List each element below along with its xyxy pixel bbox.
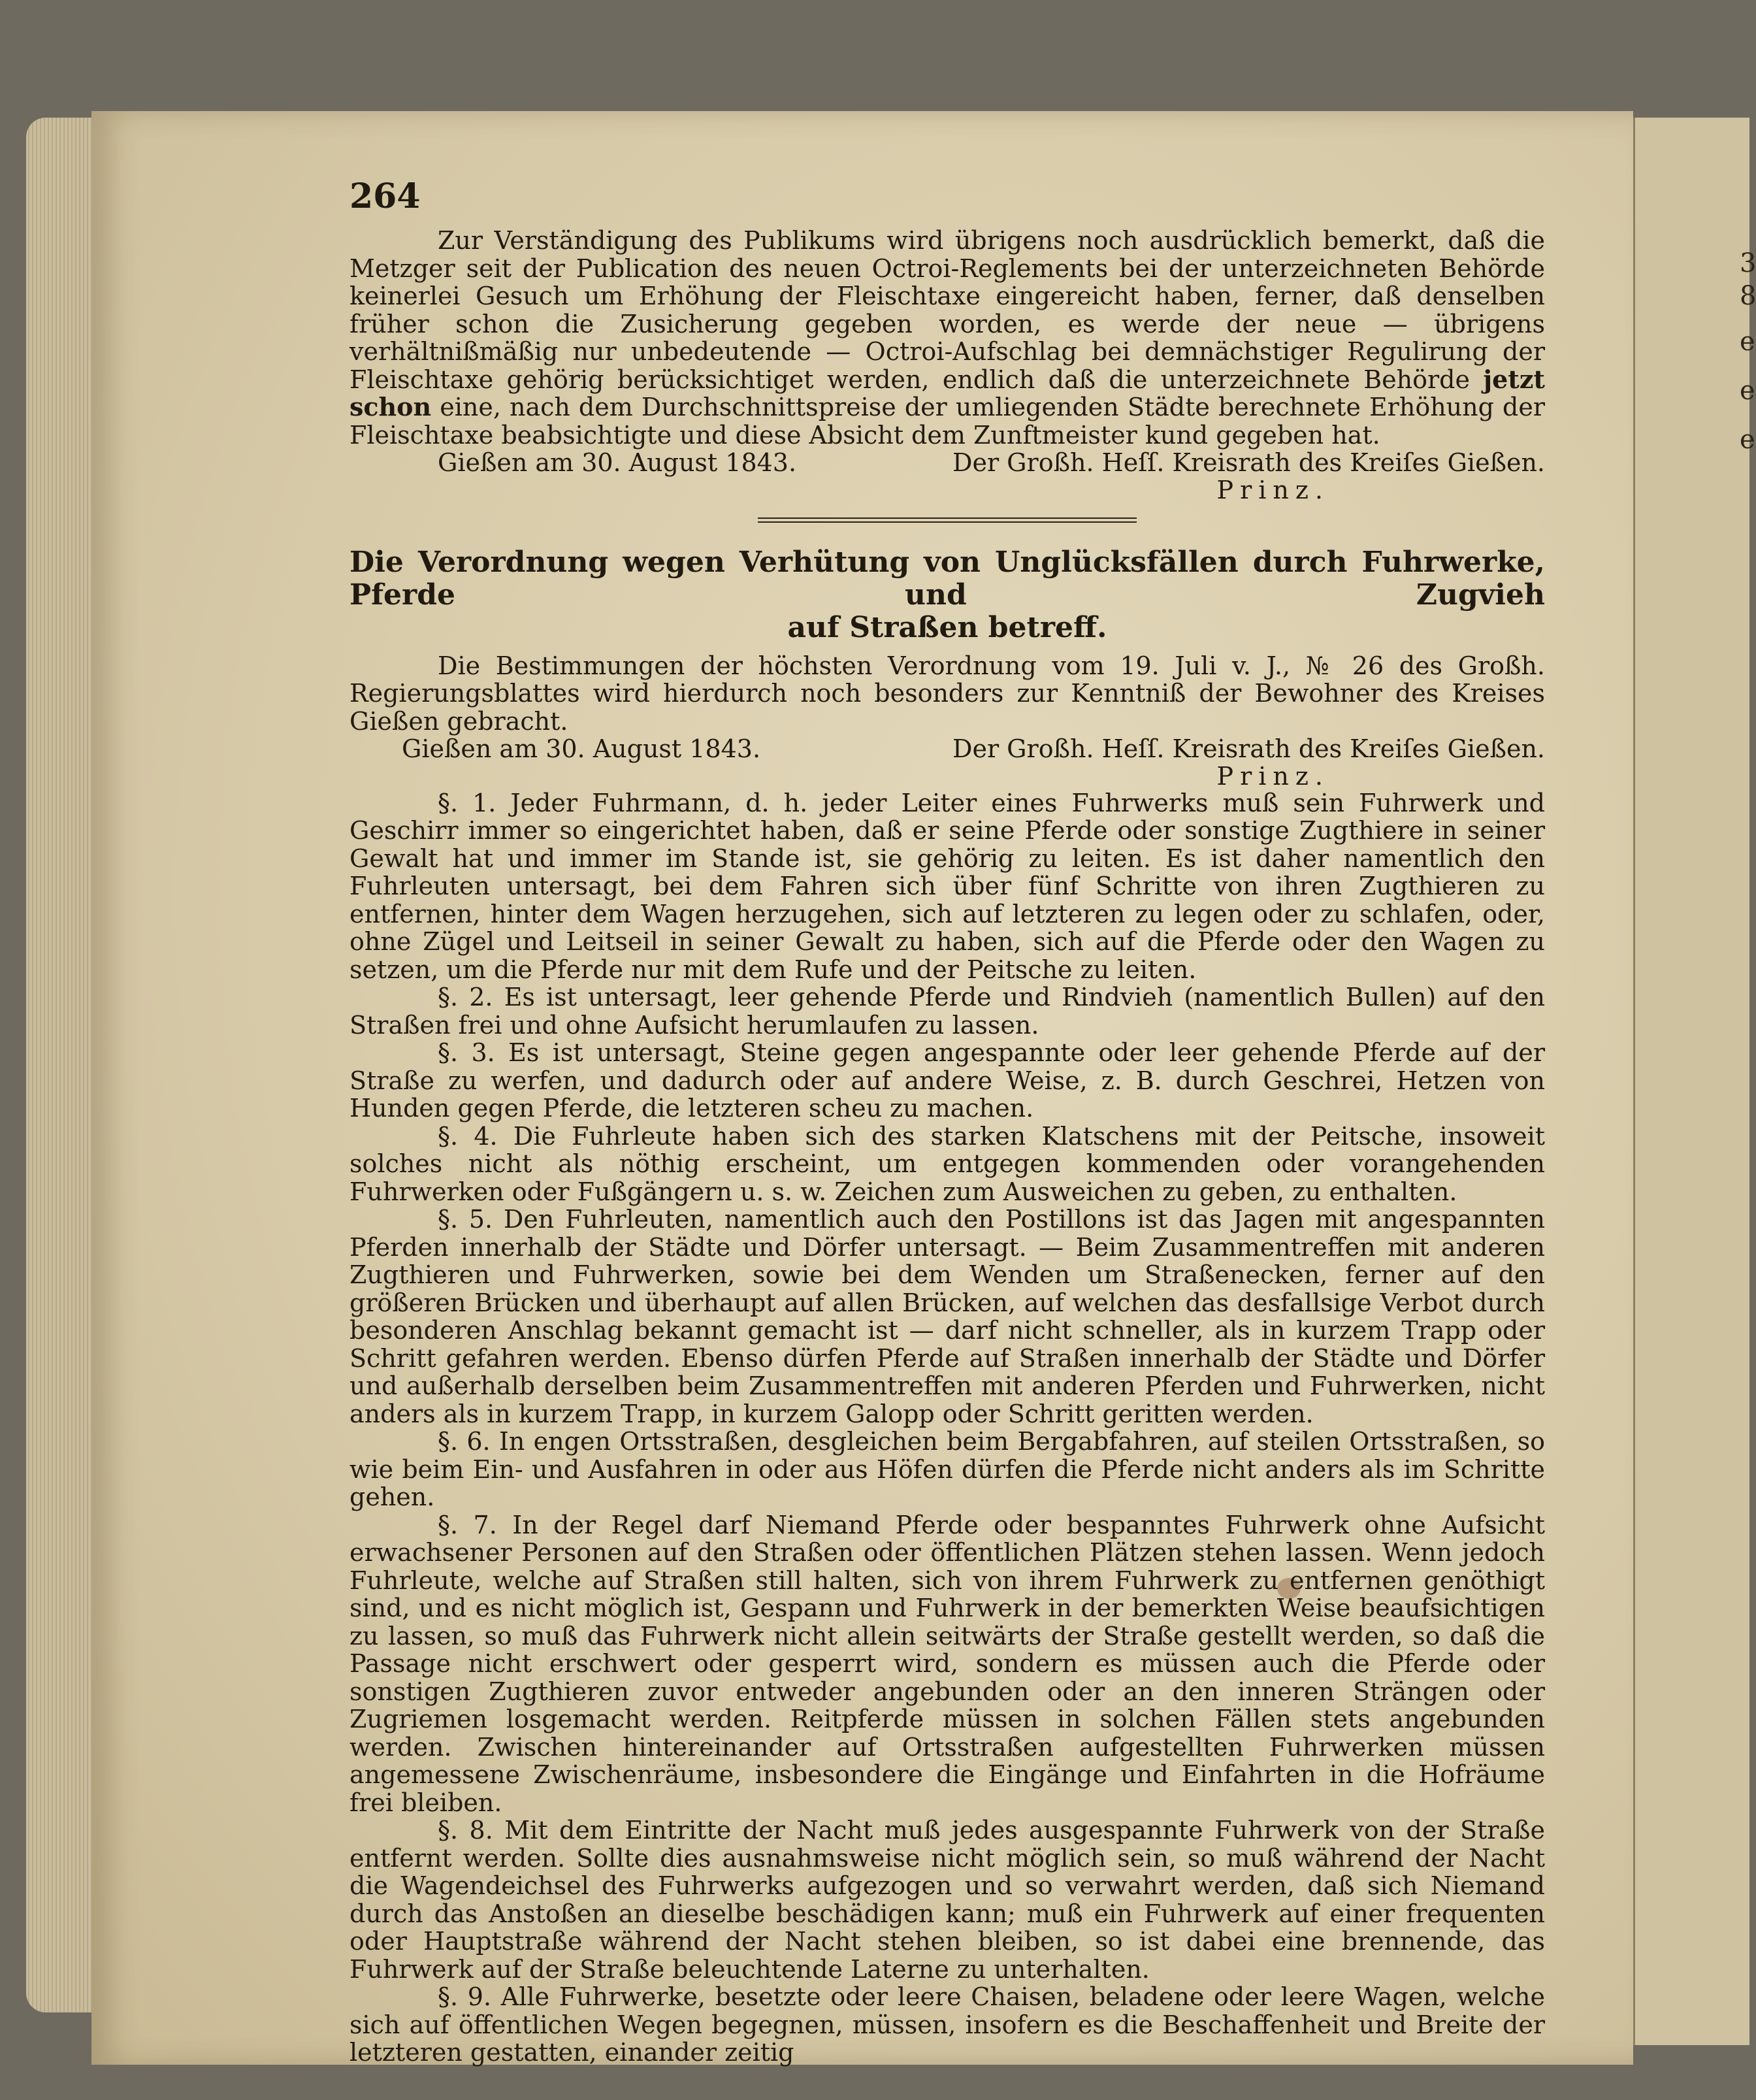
page-content <box>350 176 1545 2067</box>
page-number: 264 <box>350 176 421 216</box>
notice1-place-date: Gießen am 30. August 1843. <box>438 448 797 477</box>
paragraph-5: §. 5. Den Fuhrleuten, namentlich auch den Postillons ist das Jagen mit angespannten Pferden innerhalb der Städte und Dörfer untersagt. — Beim Zusammentreffen mit anderen Zugthieren und Fuhrwerken, sowie bei dem Wenden um Straßenecken, ferner auf den größeren Brücken und überhaupt auf allen Brücken, auf welchen das desfallsige Verbot durch besonderen Anschlag bekannt gemacht ist — darf nicht schneller, als in kurzem Trapp oder Schritt gefahren werden. Ebenso dürfen Pferde auf Straßen innerhalb der Städte und Dörfer und außerhalb derselben beim Zusammentreffen mit anderen Pferden und Fuhrwerken, nicht anders als in kurzem Trapp, in kurzem Galopp oder Schritt geritten werden. <box>350 1205 1545 1428</box>
adjacent-page-fragment: e <box>1740 425 1755 455</box>
paragraph-8: §. 8. Mit dem Eintritte der Nacht muß jedes ausgespannte Fuhrwerk von der Straße entfernt werden. Sollte dies ausnahmsweise nicht möglich sein, so muß während der Nacht die Wagendeichsel des Fuhrwerks aufgezogen und so verwahrt werden, daß sich Niemand durch das Anstoßen an dieselbe beschädigen kann; muß ein Fuhrwerk auf einer frequenten oder Hauptstraße während der Nacht stehen bleiben, so ist dabei eine brennende, das Fuhrwerk auf der Straße beleuchtende Laterne zu unterhalten. <box>350 1816 1545 1984</box>
paragraph-6: §. 6. In engen Ortsstraßen, desgleichen beim Bergabfahren, auf steilen Ortsstraßen, so wie beim Ein- und Ausfahren in oder aus Höfen dürfen die Pferde nicht anders als im Schritte gehen. <box>350 1427 1545 1511</box>
notice1-signline <box>350 449 1545 477</box>
notice2-authority: Der Großh. Heſſ. Kreisrath des Kreiſes Gießen. <box>952 734 1545 763</box>
adjacent-page-edge <box>1633 118 1756 2045</box>
paragraph-7: §. 7. In der Regel darf Niemand Pferde oder bespanntes Fuhrwerk ohne Aufsicht erwachsener Personen auf den Straßen oder öffentlichen Plätzen stehen lassen. Wenn jedoch Fuhrleute, welche auf Straßen still halten, sich von ihrem Fuhrwerk zu entfernen genöthigt sind, und es nicht möglich ist, Gespann und Fuhrwerk in der bemerkten Weise beaufsichtigen zu lassen, so muß das Fuhrwerk nicht allein seitwärts der Straße gestellt werden, so daß die Passage nicht erschwert oder gesperrt wird, sondern es müssen auch die Pferde oder sonstigen Zugthieren zuvor entweder angebunden oder an den inneren Strängen oder Zugriemen losgemacht werden. Reitpferde müssen in solchen Fällen stets angebunden werden. Zwischen hintereinander auf Ortsstraßen aufgestellten Fuhrwerken müssen angemessene Zwischenräume, insbesondere die Eingänge und Einfahrten in die Hofräume frei bleiben. <box>350 1510 1545 1817</box>
adjacent-page-fragment: 3 <box>1740 248 1756 278</box>
adjacent-page-fragment: e <box>1740 376 1755 406</box>
adjacent-page-fragment: 8 <box>1740 281 1756 311</box>
notice2-signline <box>350 735 1545 763</box>
notice1-text-after: eine, nach dem Durchschnittspreise der umliegenden Städte berechnete Erhöhung der Fleischtaxe beabsichtigte und diese Absicht dem Zunftmeister kund gegeben hat. <box>350 393 1545 450</box>
adjacent-page-fragment: e <box>1740 327 1755 357</box>
notice1-text-before: Zur Verständigung des Publikums wird übrigens noch ausdrücklich bemerkt, daß die Metzger seit der Publication des neuen Octroi-Reglements bei der unterzeichneten Behörde keinerlei Gesuch um Erhöhung der Fleischtaxe eingereicht haben, ferner, daß denselben früher schon die Zusicherung gegeben worden, es werde der neue — übrigens verhältnißmäßig nur unbedeutende — Octroi-Aufschlag bei demnächstiger Regulirung der Fleischtaxe gehörig berücksichtiget werden, endlich daß die unterzeichnete Behörde <box>350 226 1545 394</box>
paragraph-3: §. 3. Es ist untersagt, Steine gegen angespannte oder leer gehende Pferde auf der Straße zu werfen, und dadurch oder auf andere Weise, z. B. durch Geschrei, Hetzen von Hunden gegen Pferde, die letzteren scheu zu machen. <box>350 1038 1545 1123</box>
notice2-heading <box>350 546 1545 644</box>
notice2-place-date: Gießen am 30. August 1843. <box>402 734 761 763</box>
notice2-heading-line1: Die Verordnung wegen Verhütung von Unglücksfällen durch Fuhrwerke, Pferde und Zugvieh <box>350 545 1545 612</box>
notice2-heading-line2: auf Straßen betreff. <box>787 610 1107 644</box>
notice1-authority: Der Großh. Heſſ. Kreisrath des Kreiſes Gießen. <box>952 448 1545 477</box>
section-divider <box>758 517 1137 523</box>
paragraph-1: §. 1. Jeder Fuhrmann, d. h. jeder Leiter eines Fuhrwerks muß sein Fuhrwerk und Geschirr immer so eingerichtet haben, daß er seine Pferde oder sonstige Zugthiere in seiner Gewalt hat und immer im Stande ist, sie gehörig zu leiten. Es ist daher namentlich den Fuhrleuten untersagt, bei dem Fahren sich über fünf Schritte von ihren Zugthieren zu entfernen, hinter dem Wagen herzugehen, sich auf letzteren zu legen oder zu schlafen, oder, ohne Zügel und Leitseil in seiner Gewalt zu haben, sich auf die Pferde oder den Wagen zu setzen, um die Pferde nur mit dem Rufe und der Peitsche zu leiten. <box>350 788 1545 984</box>
notice1-emphasis: jetzt schon <box>350 364 1545 421</box>
notice2-intro: Die Bestimmungen der höchsten Verordnung vom 19. Juli v. J., № 26 des Großh. Regierungsblattes wird hierdurch noch besonders zur Kenntniß der Bewohner des Kreises Gießen gebracht. <box>350 651 1545 736</box>
notice1-signature: Prinz. <box>1216 475 1329 504</box>
paragraph-9: §. 9. Alle Fuhrwerke, besetzte oder leere Chaisen, beladene oder leere Wagen, welche sich auf öffentlichen Wegen begegnen, müssen, insofern es die Beschaffenheit und Breite der letzteren gestatten, einander zeitig <box>350 1982 1545 2067</box>
notice1-body <box>350 227 1545 449</box>
paragraph-4: §. 4. Die Fuhrleute haben sich des starken Klatschens mit der Peitsche, insoweit solches nicht als nöthig erscheint, um entgegen kommenden oder vorangehenden Fuhrwerken oder Fußgängern u. s. w. Zeichen zum Ausweichen zu geben, zu enthalten. <box>350 1121 1545 1206</box>
paragraph-2: §. 2. Es ist untersagt, leer gehende Pferde und Rindvieh (namentlich Bullen) auf den Straßen frei und ohne Aufsicht herumlaufen zu lassen. <box>350 983 1545 1040</box>
notice2-signature: Prinz. <box>1216 761 1329 791</box>
